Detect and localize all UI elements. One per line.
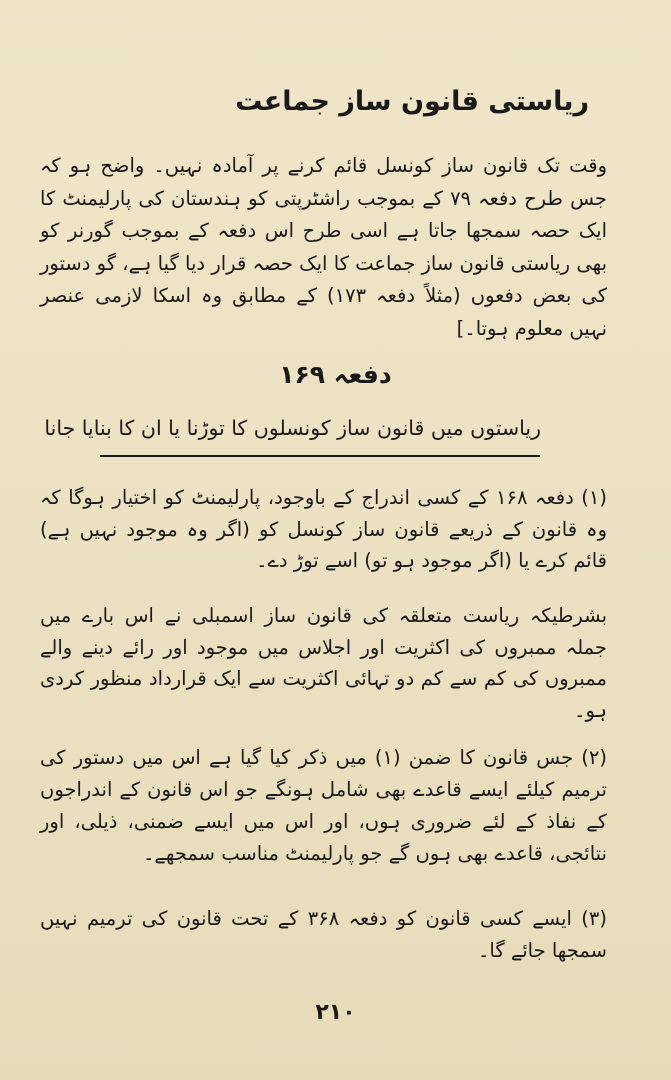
clause-1-paragraph: (۱) دفعہ ۱۶۸ کے کسی اندراج کے باوجود، پارلیمنٹ کو اختیار ہوگا کہ وہ قانون کے ذریعے قانون ساز کونسل کو (اگر وہ موجود نہیں ہے) قائم کرے یا (اگر موجود ہو تو) اسے توڑ دے۔ (40, 486, 607, 572)
section-title: ریاستوں میں قانون ساز کونسلوں کا توڑنا یا ان کا بنایا جانا (44, 416, 541, 440)
section-heading: دفعہ ۱۶۹ (279, 360, 392, 389)
section-title-underline (100, 455, 540, 457)
running-head: ریاستی قانون ساز جماعت (235, 86, 589, 117)
proviso-paragraph: بشرطیکہ ریاست متعلقہ کی قانون ساز اسمبلی نے اس بارے میں جملہ ممبروں کی اکثریت اور اجلاس میں موجود اور رائے دینے والے ممبروں کی کم سے کم دو تہائی اکثریت سے ایک قرارداد منظور کردی ہو۔ (40, 604, 607, 722)
intro-paragraph: وقت تک قانون ساز کونسل قائم کرنے پر آمادہ نہیں۔ واضح ہو کہ جس طرح دفعہ ۷۹ کے بموجب راشٹرپتی کو ہندستان کی پارلیمنٹ کا ایک حصہ سمجھا جاتا ہے اسی طرح اس دفعہ کے بموجب گورنر کو بھی ریاستی قانون ساز جماعت کا ایک حصہ قرار دیا گیا ہے، گو دستور کی بعض دفعوں (مثلاً دفعہ ۱۷۳) کے مطابق وہ اسکا لازمی عنصر نہیں معلوم ہوتا۔] (40, 154, 607, 340)
page-number: ۲۱۰ (315, 1000, 356, 1025)
clause-3-paragraph: (۳) ایسے کسی قانون کو دفعہ ۳۶۸ کے تحت قانون کی ترمیم نہیں سمجھا جائے گا۔ (40, 907, 607, 962)
clause-2-paragraph: (۲) جس قانون کا ضمن (۱) میں ذکر کیا گیا ہے اس میں دستور کی ترمیم کیلئے ایسے قاعدے بھی شامل ہونگے جو اس قانون کے اندراجوں کے نفاذ کے لئے ضروری ہوں، اور اس میں ایسے ضمنی، ذیلی، اور نتائجی، قاعدے بھی ہوں گے جو پارلیمنٹ مناسب سمجھے۔ (40, 746, 607, 865)
